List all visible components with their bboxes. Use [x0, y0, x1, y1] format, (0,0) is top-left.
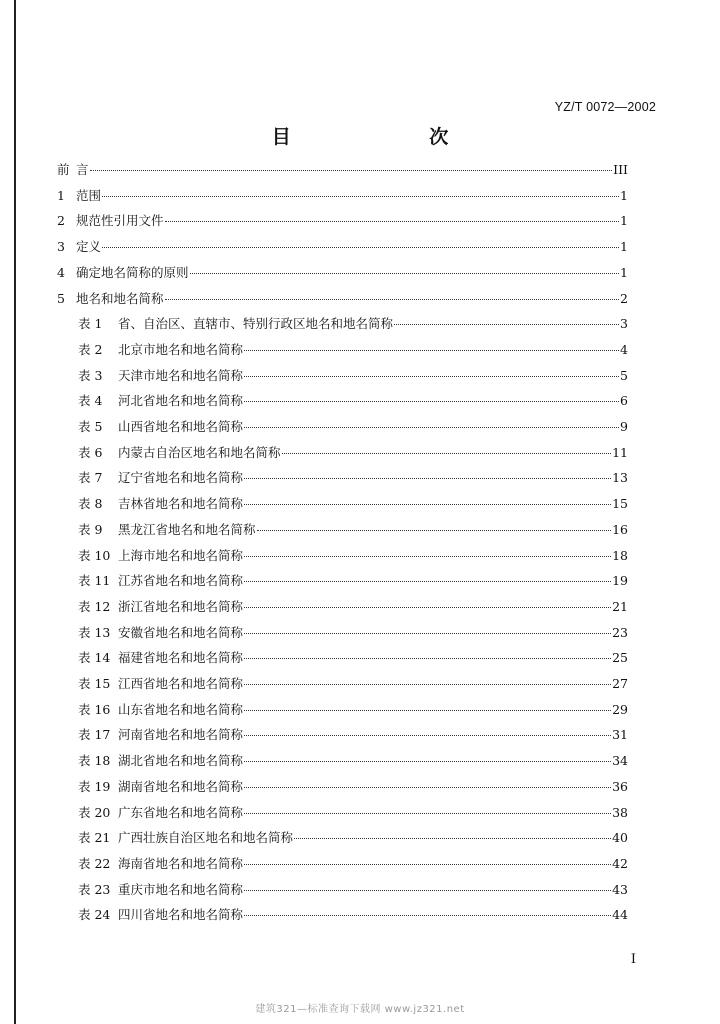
toc-item-page: 5	[620, 367, 628, 383]
dot-leader	[244, 657, 611, 659]
toc-table-item	[78, 597, 628, 619]
toc-item-page: 3	[620, 316, 628, 332]
toc-item-title: 江苏省地名和地名简称	[118, 573, 244, 589]
toc-item-number: 表 12	[78, 598, 111, 614]
toc-item-title: 辽宁省地名和地名简称	[118, 470, 244, 486]
toc-item-page: 44	[612, 907, 628, 923]
dot-leader	[244, 683, 611, 685]
toc-item-page: 1	[620, 213, 628, 229]
dot-leader	[190, 272, 620, 274]
toc-item-number: 表 23	[78, 881, 111, 897]
toc-table-item	[78, 443, 628, 465]
toc-item	[57, 186, 628, 208]
toc-item-page: III	[613, 162, 628, 177]
watermark: 建筑321—标准查询下载网 www.jz321.net	[255, 1004, 465, 1015]
toc-table-item	[78, 314, 628, 336]
dot-leader	[244, 914, 611, 916]
scan-edge-line	[14, 0, 16, 1024]
dot-leader	[244, 349, 619, 351]
toc-item-page: 31	[612, 727, 628, 743]
dot-leader	[244, 632, 611, 634]
toc-item-number: 表 21	[78, 830, 111, 846]
toc-item-number: 5	[57, 290, 65, 306]
dot-leader	[257, 529, 612, 531]
toc-item-title: 河北省地名和地名简称	[118, 393, 244, 409]
toc-table-item	[78, 494, 628, 516]
toc-item-page: 38	[612, 804, 628, 820]
toc-item-page: 29	[612, 701, 628, 717]
toc-item-page: 11	[612, 444, 628, 460]
toc-item-title: 上海市地名和地名简称	[118, 547, 244, 563]
toc-item-number: 2	[57, 213, 65, 229]
dot-leader	[244, 786, 611, 788]
toc-item-title: 山西省地名和地名简称	[118, 419, 244, 434]
toc-item	[57, 237, 628, 259]
toc-item-page: 23	[612, 624, 628, 640]
toc-item-number: 表 1	[78, 316, 103, 332]
toc-item-number: 表 10	[78, 547, 111, 563]
toc-item	[57, 289, 628, 311]
toc-item-page: 18	[612, 547, 628, 563]
toc-item-page: 40	[612, 830, 628, 846]
toc-table-item	[78, 417, 628, 439]
toc-item-title: 湖北省地名和地名简称	[118, 753, 244, 769]
dot-leader	[244, 709, 611, 711]
toc-item-title: 吉林省地名和地名简称	[118, 496, 244, 512]
toc-table-item	[78, 854, 628, 876]
toc-item-title: 范围	[76, 187, 102, 203]
toc-item-number: 表 24	[78, 907, 111, 923]
toc-item-number: 表 19	[78, 778, 111, 794]
page-title: 目 次	[271, 126, 515, 148]
toc-table-item	[78, 751, 628, 773]
toc-item-number: 表 13	[78, 624, 111, 640]
toc-item	[57, 160, 628, 182]
toc-item	[57, 263, 628, 285]
toc-item-page: 27	[612, 676, 628, 691]
toc-table-item	[78, 674, 628, 696]
toc-item-title: 言	[76, 162, 89, 177]
toc-item-number: 表 7	[78, 470, 103, 486]
toc-item-title: 重庆市地名和地名简称	[118, 881, 244, 897]
toc-item-page: 13	[612, 470, 628, 486]
toc-item-title: 广西壮族自治区地名和地名简称	[118, 830, 294, 846]
toc-item-page: 25	[612, 650, 628, 666]
toc-item-title: 山东省地名和地名简称	[118, 701, 244, 717]
dot-leader	[102, 246, 619, 248]
toc-item-page: 1	[620, 264, 628, 280]
dot-leader	[244, 863, 611, 865]
dot-leader	[394, 323, 619, 325]
toc-item-number: 表 8	[78, 496, 103, 512]
toc-item-title: 北京市地名和地名简称	[118, 341, 244, 357]
toc-table-item	[78, 546, 628, 568]
dot-leader	[244, 426, 619, 428]
toc-item-number: 表 2	[78, 341, 103, 357]
toc-item-page: 36	[612, 778, 628, 794]
toc-item-number: 表 17	[78, 727, 111, 743]
toc-item-page: 1	[620, 239, 628, 255]
dot-leader	[244, 503, 611, 505]
toc-item-title: 天津市地名和地名简称	[118, 367, 244, 383]
toc-item-number: 表 18	[78, 753, 111, 769]
toc-table-item	[78, 700, 628, 722]
toc-item-title: 福建省地名和地名简称	[118, 650, 244, 666]
toc-item-page: 4	[620, 341, 628, 357]
toc-table-item	[78, 468, 628, 490]
toc-item-number: 表 11	[78, 573, 111, 589]
toc-item	[57, 211, 628, 233]
toc-item-title: 河南省地名和地名简称	[118, 727, 244, 743]
toc-item-title: 确定地名简称的原则	[76, 264, 189, 280]
toc-item-title: 规范性引用文件	[76, 213, 164, 229]
dot-leader	[282, 452, 612, 454]
toc-table-item	[78, 880, 628, 902]
toc-item-number: 3	[57, 239, 65, 255]
toc-item-title: 内蒙古自治区地名和地名简称	[118, 444, 281, 460]
dot-leader	[90, 169, 613, 171]
toc-item-number: 前	[57, 162, 70, 177]
toc-item-number: 表 9	[78, 521, 103, 537]
toc-item-title: 湖南省地名和地名简称	[118, 778, 244, 794]
toc-table-item	[78, 803, 628, 825]
toc-table-item	[78, 340, 628, 362]
toc-item-number: 表 16	[78, 701, 111, 717]
toc-item-title: 海南省地名和地名简称	[118, 855, 244, 871]
toc-item-page: 6	[620, 393, 628, 409]
toc-item-number: 表 20	[78, 804, 111, 820]
dot-leader	[244, 555, 611, 557]
toc-item-page: 2	[620, 290, 628, 306]
toc-item-number: 表 5	[78, 419, 103, 434]
toc-item-page: 1	[620, 187, 628, 203]
dot-leader	[244, 812, 611, 814]
dot-leader	[244, 889, 611, 891]
toc-table-item	[78, 520, 628, 542]
toc-table-item	[78, 648, 628, 670]
toc-item-number: 表 15	[78, 676, 111, 691]
toc-item-page: 43	[612, 881, 628, 897]
toc-item-title: 省、自治区、直辖市、特别行政区地名和地名简称	[118, 316, 394, 332]
toc-table-item	[78, 828, 628, 850]
toc-item-number: 表 22	[78, 855, 111, 871]
toc-item-title: 江西省地名和地名简称	[118, 676, 244, 691]
toc-item-title: 浙江省地名和地名简称	[118, 598, 244, 614]
dot-leader	[244, 375, 619, 377]
toc-item-page: 19	[612, 573, 628, 589]
toc-item-page: 16	[612, 521, 628, 537]
toc-table-item	[78, 391, 628, 413]
toc-item-title: 地名和地名简称	[76, 290, 164, 306]
toc-item-title: 安徽省地名和地名简称	[118, 624, 244, 640]
toc-item-number: 表 6	[78, 444, 103, 460]
toc-table-item	[78, 725, 628, 747]
toc-item-number: 表 4	[78, 393, 103, 409]
dot-leader	[165, 220, 620, 222]
toc-item-number: 4	[57, 264, 65, 280]
standard-code: YZ/T 0072—2002	[554, 100, 656, 114]
toc-item-page: 9	[620, 419, 628, 434]
toc-table-item	[78, 571, 628, 593]
dot-leader	[244, 477, 611, 479]
dot-leader	[102, 195, 619, 197]
toc-table-item	[78, 777, 628, 799]
toc-item-page: 34	[612, 753, 628, 769]
toc-item-title: 定义	[76, 239, 102, 255]
toc-item-title: 黑龙江省地名和地名简称	[118, 521, 256, 537]
dot-leader	[244, 734, 611, 736]
page-number: I	[630, 952, 636, 967]
toc-item-title: 广东省地名和地名简称	[118, 804, 244, 820]
toc-table-item	[78, 905, 628, 927]
toc-item-page: 15	[612, 496, 628, 512]
toc-item-page: 42	[612, 855, 628, 871]
dot-leader	[244, 760, 611, 762]
dot-leader	[244, 400, 619, 402]
toc-item-number: 表 3	[78, 367, 103, 383]
toc-item-number: 表 14	[78, 650, 111, 666]
dot-leader	[165, 298, 620, 300]
toc-item-page: 21	[612, 598, 628, 614]
dot-leader	[294, 837, 611, 839]
dot-leader	[244, 580, 611, 582]
dot-leader	[244, 606, 611, 608]
toc-table-item	[78, 623, 628, 645]
toc-item-number: 1	[57, 187, 65, 203]
toc-table-item	[78, 366, 628, 388]
toc-item-title: 四川省地名和地名简称	[118, 907, 244, 923]
